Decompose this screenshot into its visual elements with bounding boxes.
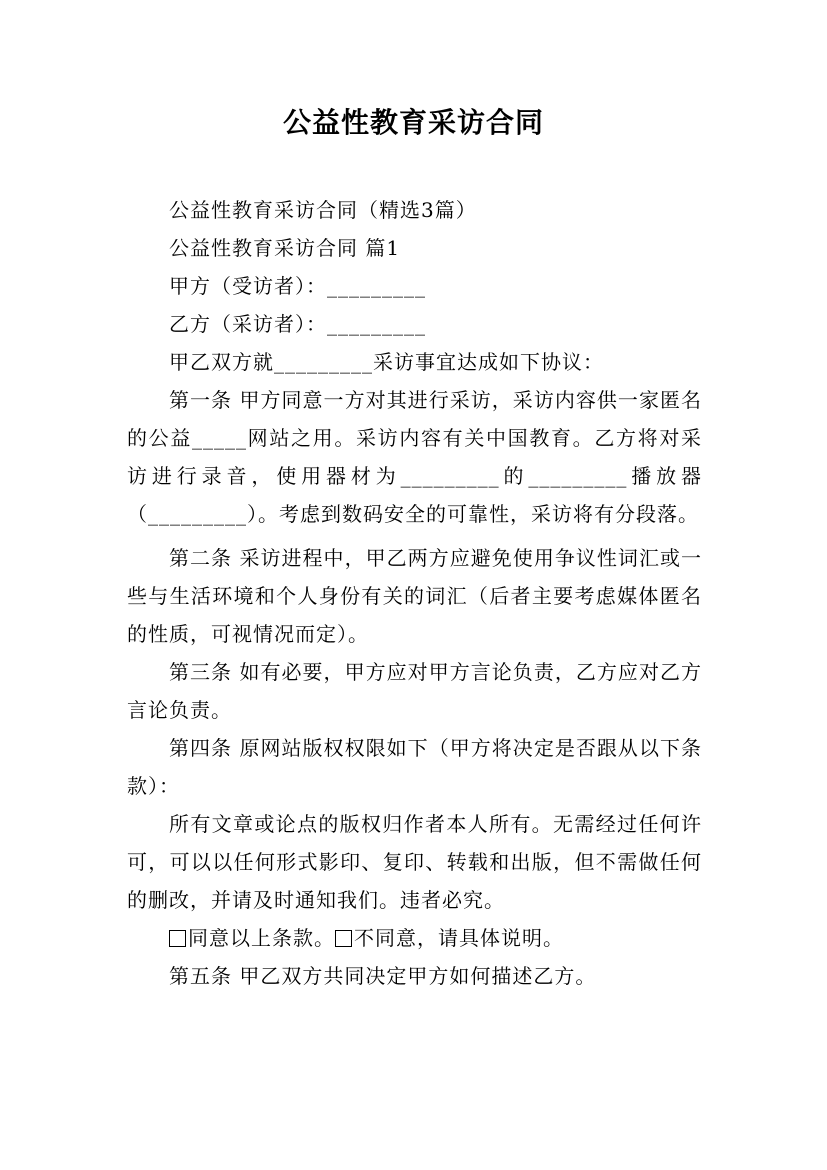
article-1: 第一条 甲方同意一方对其进行采访，采访内容供一家匿名的公益_____网站之用。采访内容有关中国教育。乙方将对采访进行录音，使用器材为_________的_________播放器（_________）。考虑到数码安全的可靠性，采访将有分段落。 [127,388,702,526]
party-b-line: 乙方（采访者）：_________ [169,312,426,336]
agreement-intro: 甲乙双方就_________采访事宜达成如下协议： [169,350,604,374]
agree-checkbox[interactable] [169,930,186,947]
article-5: 第五条 甲乙双方共同决定甲方如何描述乙方。 [169,964,597,988]
agree-option-label: 同意以上条款。 [188,926,335,950]
article-2: 第二条 采访进程中，甲乙两方应避免使用争议性词汇或一些与生活环境和个人身份有关的词汇（后者主要考虑媒体匿名的性质，可视情况而定）。 [127,546,702,646]
copyright-clause: 所有文章或论点的版权归作者本人所有。无需经过任何许可，可以以任何形式影印、复印、转载和出版，但不需做任何的删改，并请及时通知我们。违者必究。 [127,812,702,912]
party-a-line: 甲方（受访者）：_________ [169,274,426,298]
disagree-checkbox[interactable] [335,930,352,947]
consent-options [127,919,702,957]
section-title: 公益性教育采访合同 篇1 [169,236,401,260]
document-body [127,191,702,995]
document-title: 公益性教育采访合同 [282,106,544,139]
article-4: 第四条 原网站版权权限如下（甲方将决定是否跟从以下条款）： [127,736,702,798]
document-subtitle: 公益性教育采访合同（精选3篇） [169,198,477,222]
article-3: 第三条 如有必要，甲方应对甲方言论负责，乙方应对乙方言论负责。 [127,660,702,722]
disagree-option-label: 不同意，请具体说明。 [354,926,564,950]
